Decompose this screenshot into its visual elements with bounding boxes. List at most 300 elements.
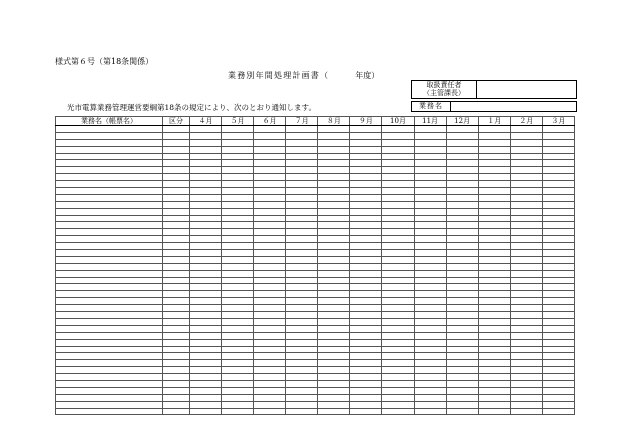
month-cell[interactable] bbox=[350, 298, 382, 305]
month-cell[interactable] bbox=[382, 346, 414, 353]
month-cell[interactable] bbox=[190, 256, 222, 263]
category-cell[interactable] bbox=[163, 201, 190, 208]
month-cell[interactable] bbox=[254, 353, 286, 360]
month-cell[interactable] bbox=[446, 201, 478, 208]
month-cell[interactable] bbox=[414, 236, 446, 243]
month-cell[interactable] bbox=[382, 132, 414, 139]
month-cell[interactable] bbox=[446, 346, 478, 353]
month-cell[interactable] bbox=[222, 360, 254, 367]
month-cell[interactable] bbox=[382, 408, 414, 415]
month-cell[interactable] bbox=[446, 332, 478, 339]
month-cell[interactable] bbox=[414, 208, 446, 215]
month-cell[interactable] bbox=[190, 401, 222, 408]
task-name-cell[interactable] bbox=[56, 126, 163, 133]
task-name-cell[interactable] bbox=[56, 360, 163, 367]
month-cell[interactable] bbox=[510, 215, 542, 222]
month-cell[interactable] bbox=[382, 305, 414, 312]
month-cell[interactable] bbox=[190, 312, 222, 319]
month-cell[interactable] bbox=[382, 380, 414, 387]
month-cell[interactable] bbox=[478, 132, 510, 139]
month-cell[interactable] bbox=[222, 250, 254, 257]
category-cell[interactable] bbox=[163, 291, 190, 298]
month-cell[interactable] bbox=[190, 353, 222, 360]
month-cell[interactable] bbox=[254, 325, 286, 332]
month-cell[interactable] bbox=[414, 277, 446, 284]
month-cell[interactable] bbox=[382, 401, 414, 408]
month-cell[interactable] bbox=[382, 332, 414, 339]
category-cell[interactable] bbox=[163, 243, 190, 250]
month-cell[interactable] bbox=[510, 222, 542, 229]
category-cell[interactable] bbox=[163, 181, 190, 188]
month-cell[interactable] bbox=[222, 126, 254, 133]
month-cell[interactable] bbox=[318, 332, 350, 339]
task-name-cell[interactable] bbox=[56, 277, 163, 284]
month-cell[interactable] bbox=[414, 201, 446, 208]
month-cell[interactable] bbox=[222, 394, 254, 401]
month-cell[interactable] bbox=[222, 215, 254, 222]
month-cell[interactable] bbox=[318, 256, 350, 263]
month-cell[interactable] bbox=[190, 139, 222, 146]
month-cell[interactable] bbox=[446, 132, 478, 139]
month-cell[interactable] bbox=[318, 360, 350, 367]
task-name-cell[interactable] bbox=[56, 367, 163, 374]
month-cell[interactable] bbox=[478, 222, 510, 229]
month-cell[interactable] bbox=[510, 174, 542, 181]
month-cell[interactable] bbox=[542, 374, 574, 381]
month-cell[interactable] bbox=[446, 374, 478, 381]
month-cell[interactable] bbox=[350, 132, 382, 139]
month-cell[interactable] bbox=[382, 374, 414, 381]
month-cell[interactable] bbox=[542, 353, 574, 360]
month-cell[interactable] bbox=[350, 270, 382, 277]
task-name-cell[interactable] bbox=[56, 291, 163, 298]
category-cell[interactable] bbox=[163, 353, 190, 360]
month-cell[interactable] bbox=[478, 284, 510, 291]
month-cell[interactable] bbox=[478, 256, 510, 263]
category-cell[interactable] bbox=[163, 401, 190, 408]
month-cell[interactable] bbox=[286, 215, 318, 222]
task-name-cell[interactable] bbox=[56, 194, 163, 201]
month-cell[interactable] bbox=[222, 222, 254, 229]
month-cell[interactable] bbox=[446, 236, 478, 243]
month-cell[interactable] bbox=[318, 312, 350, 319]
month-cell[interactable] bbox=[478, 167, 510, 174]
month-cell[interactable] bbox=[350, 263, 382, 270]
category-cell[interactable] bbox=[163, 298, 190, 305]
month-cell[interactable] bbox=[510, 167, 542, 174]
task-name-cell[interactable] bbox=[56, 250, 163, 257]
month-cell[interactable] bbox=[382, 270, 414, 277]
month-cell[interactable] bbox=[318, 277, 350, 284]
month-cell[interactable] bbox=[190, 229, 222, 236]
month-cell[interactable] bbox=[254, 346, 286, 353]
month-cell[interactable] bbox=[382, 298, 414, 305]
month-cell[interactable] bbox=[190, 201, 222, 208]
month-cell[interactable] bbox=[510, 312, 542, 319]
month-cell[interactable] bbox=[286, 256, 318, 263]
month-cell[interactable] bbox=[254, 132, 286, 139]
month-cell[interactable] bbox=[542, 284, 574, 291]
month-cell[interactable] bbox=[286, 408, 318, 415]
month-cell[interactable] bbox=[286, 291, 318, 298]
month-cell[interactable] bbox=[318, 263, 350, 270]
task-name-cell[interactable] bbox=[56, 160, 163, 167]
month-cell[interactable] bbox=[254, 270, 286, 277]
month-cell[interactable] bbox=[446, 325, 478, 332]
month-cell[interactable] bbox=[382, 215, 414, 222]
category-cell[interactable] bbox=[163, 126, 190, 133]
month-cell[interactable] bbox=[542, 318, 574, 325]
month-cell[interactable] bbox=[414, 188, 446, 195]
task-name-cell[interactable] bbox=[56, 270, 163, 277]
category-cell[interactable] bbox=[163, 339, 190, 346]
month-cell[interactable] bbox=[286, 194, 318, 201]
month-cell[interactable] bbox=[446, 215, 478, 222]
month-cell[interactable] bbox=[446, 146, 478, 153]
month-cell[interactable] bbox=[222, 325, 254, 332]
month-cell[interactable] bbox=[382, 201, 414, 208]
month-cell[interactable] bbox=[542, 126, 574, 133]
month-cell[interactable] bbox=[478, 263, 510, 270]
month-cell[interactable] bbox=[254, 222, 286, 229]
month-cell[interactable] bbox=[478, 312, 510, 319]
category-cell[interactable] bbox=[163, 188, 190, 195]
month-cell[interactable] bbox=[350, 174, 382, 181]
month-cell[interactable] bbox=[414, 332, 446, 339]
month-cell[interactable] bbox=[190, 208, 222, 215]
month-cell[interactable] bbox=[478, 305, 510, 312]
month-cell[interactable] bbox=[414, 243, 446, 250]
month-cell[interactable] bbox=[222, 201, 254, 208]
month-cell[interactable] bbox=[510, 229, 542, 236]
month-cell[interactable] bbox=[414, 339, 446, 346]
month-cell[interactable] bbox=[222, 236, 254, 243]
month-cell[interactable] bbox=[542, 325, 574, 332]
month-cell[interactable] bbox=[254, 291, 286, 298]
month-cell[interactable] bbox=[446, 291, 478, 298]
month-cell[interactable] bbox=[254, 263, 286, 270]
month-cell[interactable] bbox=[286, 146, 318, 153]
month-cell[interactable] bbox=[510, 387, 542, 394]
month-cell[interactable] bbox=[542, 167, 574, 174]
month-cell[interactable] bbox=[254, 243, 286, 250]
month-cell[interactable] bbox=[382, 284, 414, 291]
month-cell[interactable] bbox=[190, 236, 222, 243]
month-cell[interactable] bbox=[254, 174, 286, 181]
month-cell[interactable] bbox=[318, 250, 350, 257]
month-cell[interactable] bbox=[254, 332, 286, 339]
task-name-cell[interactable] bbox=[56, 401, 163, 408]
month-cell[interactable] bbox=[254, 401, 286, 408]
category-cell[interactable] bbox=[163, 408, 190, 415]
month-cell[interactable] bbox=[478, 229, 510, 236]
month-cell[interactable] bbox=[542, 146, 574, 153]
month-cell[interactable] bbox=[510, 360, 542, 367]
month-cell[interactable] bbox=[190, 408, 222, 415]
month-cell[interactable] bbox=[254, 188, 286, 195]
month-cell[interactable] bbox=[478, 367, 510, 374]
month-cell[interactable] bbox=[510, 408, 542, 415]
month-cell[interactable] bbox=[542, 132, 574, 139]
month-cell[interactable] bbox=[446, 408, 478, 415]
month-cell[interactable] bbox=[446, 208, 478, 215]
month-cell[interactable] bbox=[478, 387, 510, 394]
month-cell[interactable] bbox=[446, 181, 478, 188]
month-cell[interactable] bbox=[286, 153, 318, 160]
month-cell[interactable] bbox=[222, 332, 254, 339]
month-cell[interactable] bbox=[318, 194, 350, 201]
month-cell[interactable] bbox=[510, 380, 542, 387]
month-cell[interactable] bbox=[414, 380, 446, 387]
month-cell[interactable] bbox=[350, 380, 382, 387]
month-cell[interactable] bbox=[542, 229, 574, 236]
month-cell[interactable] bbox=[318, 174, 350, 181]
month-cell[interactable] bbox=[510, 394, 542, 401]
month-cell[interactable] bbox=[382, 394, 414, 401]
month-cell[interactable] bbox=[414, 318, 446, 325]
month-cell[interactable] bbox=[478, 318, 510, 325]
task-name-cell[interactable] bbox=[56, 132, 163, 139]
month-cell[interactable] bbox=[478, 325, 510, 332]
month-cell[interactable] bbox=[414, 174, 446, 181]
month-cell[interactable] bbox=[318, 284, 350, 291]
task-name-cell[interactable] bbox=[56, 305, 163, 312]
month-cell[interactable] bbox=[286, 263, 318, 270]
month-cell[interactable] bbox=[478, 374, 510, 381]
month-cell[interactable] bbox=[190, 153, 222, 160]
month-cell[interactable] bbox=[478, 139, 510, 146]
month-cell[interactable] bbox=[510, 160, 542, 167]
task-name-cell[interactable] bbox=[56, 174, 163, 181]
month-cell[interactable] bbox=[222, 153, 254, 160]
month-cell[interactable] bbox=[190, 360, 222, 367]
month-cell[interactable] bbox=[190, 222, 222, 229]
month-cell[interactable] bbox=[286, 250, 318, 257]
month-cell[interactable] bbox=[446, 318, 478, 325]
month-cell[interactable] bbox=[478, 236, 510, 243]
month-cell[interactable] bbox=[318, 387, 350, 394]
month-cell[interactable] bbox=[414, 401, 446, 408]
month-cell[interactable] bbox=[190, 167, 222, 174]
month-cell[interactable] bbox=[414, 298, 446, 305]
month-cell[interactable] bbox=[190, 132, 222, 139]
month-cell[interactable] bbox=[286, 188, 318, 195]
month-cell[interactable] bbox=[318, 380, 350, 387]
month-cell[interactable] bbox=[254, 126, 286, 133]
month-cell[interactable] bbox=[254, 194, 286, 201]
month-cell[interactable] bbox=[222, 374, 254, 381]
month-cell[interactable] bbox=[446, 284, 478, 291]
month-cell[interactable] bbox=[190, 263, 222, 270]
month-cell[interactable] bbox=[190, 194, 222, 201]
task-name-cell[interactable] bbox=[56, 332, 163, 339]
month-cell[interactable] bbox=[350, 318, 382, 325]
month-cell[interactable] bbox=[478, 250, 510, 257]
month-cell[interactable] bbox=[542, 181, 574, 188]
month-cell[interactable] bbox=[190, 305, 222, 312]
month-cell[interactable] bbox=[478, 270, 510, 277]
category-cell[interactable] bbox=[163, 167, 190, 174]
month-cell[interactable] bbox=[222, 312, 254, 319]
month-cell[interactable] bbox=[478, 201, 510, 208]
month-cell[interactable] bbox=[286, 367, 318, 374]
month-cell[interactable] bbox=[318, 291, 350, 298]
month-cell[interactable] bbox=[478, 346, 510, 353]
month-cell[interactable] bbox=[222, 139, 254, 146]
month-cell[interactable] bbox=[446, 250, 478, 257]
month-cell[interactable] bbox=[446, 353, 478, 360]
category-cell[interactable] bbox=[163, 380, 190, 387]
category-cell[interactable] bbox=[163, 250, 190, 257]
category-cell[interactable] bbox=[163, 387, 190, 394]
month-cell[interactable] bbox=[286, 208, 318, 215]
month-cell[interactable] bbox=[286, 222, 318, 229]
month-cell[interactable] bbox=[414, 153, 446, 160]
month-cell[interactable] bbox=[286, 339, 318, 346]
category-cell[interactable] bbox=[163, 222, 190, 229]
month-cell[interactable] bbox=[542, 346, 574, 353]
month-cell[interactable] bbox=[478, 291, 510, 298]
month-cell[interactable] bbox=[190, 291, 222, 298]
month-cell[interactable] bbox=[446, 401, 478, 408]
task-name-cell[interactable] bbox=[56, 339, 163, 346]
month-cell[interactable] bbox=[254, 367, 286, 374]
month-cell[interactable] bbox=[382, 312, 414, 319]
month-cell[interactable] bbox=[510, 153, 542, 160]
month-cell[interactable] bbox=[286, 229, 318, 236]
month-cell[interactable] bbox=[190, 394, 222, 401]
month-cell[interactable] bbox=[190, 277, 222, 284]
month-cell[interactable] bbox=[478, 332, 510, 339]
month-cell[interactable] bbox=[542, 222, 574, 229]
month-cell[interactable] bbox=[222, 401, 254, 408]
month-cell[interactable] bbox=[542, 408, 574, 415]
month-cell[interactable] bbox=[414, 132, 446, 139]
month-cell[interactable] bbox=[350, 312, 382, 319]
month-cell[interactable] bbox=[286, 167, 318, 174]
month-cell[interactable] bbox=[414, 291, 446, 298]
month-cell[interactable] bbox=[254, 305, 286, 312]
month-cell[interactable] bbox=[318, 394, 350, 401]
month-cell[interactable] bbox=[222, 160, 254, 167]
month-cell[interactable] bbox=[382, 194, 414, 201]
month-cell[interactable] bbox=[382, 222, 414, 229]
task-name-cell[interactable] bbox=[56, 139, 163, 146]
month-cell[interactable] bbox=[286, 174, 318, 181]
month-cell[interactable] bbox=[318, 305, 350, 312]
month-cell[interactable] bbox=[318, 146, 350, 153]
month-cell[interactable] bbox=[382, 236, 414, 243]
category-cell[interactable] bbox=[163, 360, 190, 367]
month-cell[interactable] bbox=[318, 181, 350, 188]
category-cell[interactable] bbox=[163, 153, 190, 160]
month-cell[interactable] bbox=[382, 256, 414, 263]
task-name-cell[interactable] bbox=[56, 181, 163, 188]
month-cell[interactable] bbox=[382, 126, 414, 133]
month-cell[interactable] bbox=[190, 298, 222, 305]
month-cell[interactable] bbox=[318, 167, 350, 174]
month-cell[interactable] bbox=[318, 208, 350, 215]
month-cell[interactable] bbox=[414, 256, 446, 263]
month-cell[interactable] bbox=[222, 353, 254, 360]
month-cell[interactable] bbox=[286, 243, 318, 250]
month-cell[interactable] bbox=[382, 146, 414, 153]
month-cell[interactable] bbox=[350, 153, 382, 160]
month-cell[interactable] bbox=[414, 167, 446, 174]
month-cell[interactable] bbox=[414, 181, 446, 188]
month-cell[interactable] bbox=[478, 146, 510, 153]
task-name-cell[interactable] bbox=[56, 201, 163, 208]
category-cell[interactable] bbox=[163, 256, 190, 263]
month-cell[interactable] bbox=[286, 332, 318, 339]
month-cell[interactable] bbox=[446, 256, 478, 263]
month-cell[interactable] bbox=[286, 139, 318, 146]
month-cell[interactable] bbox=[254, 387, 286, 394]
month-cell[interactable] bbox=[510, 139, 542, 146]
month-cell[interactable] bbox=[414, 325, 446, 332]
month-cell[interactable] bbox=[446, 367, 478, 374]
month-cell[interactable] bbox=[222, 188, 254, 195]
month-cell[interactable] bbox=[222, 132, 254, 139]
month-cell[interactable] bbox=[190, 318, 222, 325]
month-cell[interactable] bbox=[382, 243, 414, 250]
month-cell[interactable] bbox=[350, 215, 382, 222]
month-cell[interactable] bbox=[414, 139, 446, 146]
month-cell[interactable] bbox=[222, 284, 254, 291]
month-cell[interactable] bbox=[286, 312, 318, 319]
month-cell[interactable] bbox=[510, 194, 542, 201]
month-cell[interactable] bbox=[254, 374, 286, 381]
month-cell[interactable] bbox=[318, 188, 350, 195]
month-cell[interactable] bbox=[318, 243, 350, 250]
task-name-cell[interactable] bbox=[56, 394, 163, 401]
category-cell[interactable] bbox=[163, 194, 190, 201]
month-cell[interactable] bbox=[350, 181, 382, 188]
month-cell[interactable] bbox=[414, 146, 446, 153]
month-cell[interactable] bbox=[254, 215, 286, 222]
month-cell[interactable] bbox=[542, 298, 574, 305]
month-cell[interactable] bbox=[222, 318, 254, 325]
month-cell[interactable] bbox=[478, 208, 510, 215]
month-cell[interactable] bbox=[414, 408, 446, 415]
month-cell[interactable] bbox=[446, 126, 478, 133]
month-cell[interactable] bbox=[446, 312, 478, 319]
month-cell[interactable] bbox=[318, 318, 350, 325]
month-cell[interactable] bbox=[542, 387, 574, 394]
month-cell[interactable] bbox=[254, 160, 286, 167]
month-cell[interactable] bbox=[542, 194, 574, 201]
month-cell[interactable] bbox=[350, 387, 382, 394]
month-cell[interactable] bbox=[542, 174, 574, 181]
month-cell[interactable] bbox=[446, 394, 478, 401]
month-cell[interactable] bbox=[414, 284, 446, 291]
month-cell[interactable] bbox=[414, 222, 446, 229]
month-cell[interactable] bbox=[286, 181, 318, 188]
month-cell[interactable] bbox=[190, 146, 222, 153]
category-cell[interactable] bbox=[163, 215, 190, 222]
month-cell[interactable] bbox=[286, 284, 318, 291]
month-cell[interactable] bbox=[350, 291, 382, 298]
month-cell[interactable] bbox=[414, 387, 446, 394]
month-cell[interactable] bbox=[286, 277, 318, 284]
month-cell[interactable] bbox=[478, 181, 510, 188]
month-cell[interactable] bbox=[286, 132, 318, 139]
month-cell[interactable] bbox=[510, 236, 542, 243]
month-cell[interactable] bbox=[190, 126, 222, 133]
month-cell[interactable] bbox=[446, 139, 478, 146]
task-name-field[interactable] bbox=[451, 102, 576, 111]
month-cell[interactable] bbox=[382, 153, 414, 160]
